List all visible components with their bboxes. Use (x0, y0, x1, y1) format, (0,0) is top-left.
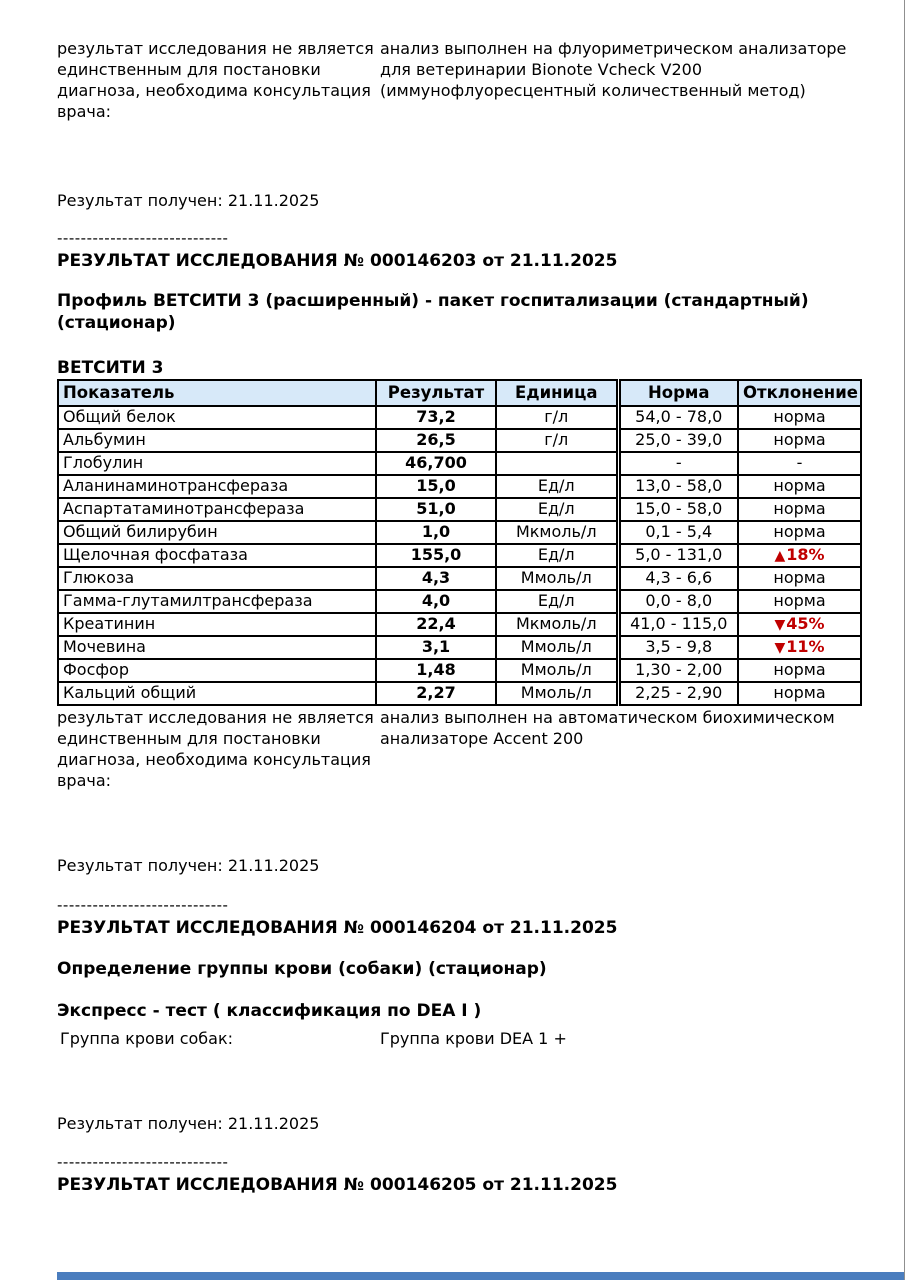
cell-result: 15,0 (376, 475, 496, 498)
cell-deviation: ▼11% (738, 636, 861, 659)
cell-deviation: норма (738, 659, 861, 682)
report-heading-146203: РЕЗУЛЬТАТ ИССЛЕДОВАНИЯ № 000146203 от 21.11.2025 (57, 251, 618, 271)
table-row (58, 544, 861, 567)
cell-norm: - (618, 452, 738, 475)
report-heading-146204: РЕЗУЛЬТАТ ИССЛЕДОВАНИЯ № 000146204 от 21.11.2025 (57, 918, 618, 938)
cell-indicator: Мочевина (58, 636, 376, 659)
profile-title: Профиль ВЕТСИТИ 3 (расширенный) - пакет госпитализации (стандартный) (стационар) (57, 291, 809, 333)
column-header: Единица (496, 380, 618, 406)
analyzer-note-biochem: анализ выполнен на автоматическом биохимическом анализаторе Accent 200 (380, 708, 835, 748)
table-row (58, 590, 861, 613)
cell-norm: 13,0 - 58,0 (618, 475, 738, 498)
table-row (58, 429, 861, 452)
analyzer-note-fluorimetric: анализ выполнен на флуориметрическом анализаторе для ветеринарии Bionote Vcheck V200 (иммунофлуоресцентный количественный метод) (380, 39, 847, 100)
report-heading-146205: РЕЗУЛЬТАТ ИССЛЕДОВАНИЯ № 000146205 от 21.11.2025 (57, 1175, 618, 1195)
table-row (58, 567, 861, 590)
cell-deviation: норма (738, 475, 861, 498)
cell-result: 26,5 (376, 429, 496, 452)
blood-group-study-title: Определение группы крови (собаки) (стационар) (57, 959, 547, 979)
cell-deviation: норма (738, 406, 861, 429)
cell-unit: Ед/л (496, 544, 618, 567)
cell-deviation: норма (738, 682, 861, 705)
cell-indicator: Аспартатаминотрансфераза (58, 498, 376, 521)
cell-indicator: Глюкоза (58, 567, 376, 590)
disclaimer-text: результат исследования не является единственным для постановки диагноза, необходима консультация врача: (57, 39, 374, 121)
cell-result: 46,700 (376, 452, 496, 475)
cell-deviation: норма (738, 429, 861, 452)
table-row (58, 475, 861, 498)
cell-unit: Мкмоль/л (496, 521, 618, 544)
cell-deviation: ▼45% (738, 613, 861, 636)
cell-indicator: Щелочная фосфатаза (58, 544, 376, 567)
cell-indicator: Общий белок (58, 406, 376, 429)
cell-norm: 5,0 - 131,0 (618, 544, 738, 567)
deviation-down-icon: ▼ (774, 640, 786, 657)
result-received-line: Результат получен: 21.11.2025 (57, 1114, 320, 1133)
cell-norm: 3,5 - 9,8 (618, 636, 738, 659)
cell-unit: Ед/л (496, 475, 618, 498)
result-received-line: Результат получен: 21.11.2025 (57, 191, 320, 210)
cell-result: 155,0 (376, 544, 496, 567)
cell-unit: Мкмоль/л (496, 613, 618, 636)
section-separator: ----------------------------- (57, 1153, 229, 1171)
cell-unit: Ммоль/л (496, 636, 618, 659)
cell-norm: 2,25 - 2,90 (618, 682, 738, 705)
cell-norm: 0,0 - 8,0 (618, 590, 738, 613)
cell-norm: 4,3 - 6,6 (618, 567, 738, 590)
cell-result: 4,0 (376, 590, 496, 613)
cell-unit: Ед/л (496, 498, 618, 521)
table-row (58, 659, 861, 682)
cell-norm: 15,0 - 58,0 (618, 498, 738, 521)
page-bottom-bar (57, 1272, 905, 1280)
cell-deviation: норма (738, 590, 861, 613)
cell-indicator: Глобулин (58, 452, 376, 475)
column-header: Результат (376, 380, 496, 406)
result-received-line: Результат получен: 21.11.2025 (57, 856, 320, 875)
express-test-title: Экспресс - тест ( классификация по DEA I ) (57, 1001, 482, 1021)
section-separator: ----------------------------- (57, 229, 229, 247)
cell-result: 1,0 (376, 521, 496, 544)
cell-result: 4,3 (376, 567, 496, 590)
deviation-down-icon: ▼ (774, 617, 786, 634)
cell-unit (496, 452, 618, 475)
table-row (58, 452, 861, 475)
cell-unit: Ммоль/л (496, 567, 618, 590)
cell-deviation: норма (738, 521, 861, 544)
cell-deviation: - (738, 452, 861, 475)
table-row (58, 498, 861, 521)
disclaimer-text: результат исследования не является единственным для постановки диагноза, необходима консультация врача: (57, 708, 374, 790)
section-separator: ----------------------------- (57, 896, 229, 914)
column-header: Показатель (58, 380, 376, 406)
cell-norm: 0,1 - 5,4 (618, 521, 738, 544)
results-table (57, 379, 862, 706)
cell-unit: Ед/л (496, 590, 618, 613)
cell-result: 22,4 (376, 613, 496, 636)
table-title: ВЕТСИТИ 3 (57, 358, 164, 378)
cell-result: 1,48 (376, 659, 496, 682)
cell-result: 3,1 (376, 636, 496, 659)
table-row (58, 406, 861, 429)
cell-indicator: Общий билирубин (58, 521, 376, 544)
table-row (58, 682, 861, 705)
table-row (58, 636, 861, 659)
cell-indicator: Гамма-глутамилтрансфераза (58, 590, 376, 613)
biochem-notes-block (57, 707, 867, 791)
table-row (58, 613, 861, 636)
cell-result: 51,0 (376, 498, 496, 521)
cell-unit: Ммоль/л (496, 659, 618, 682)
cell-norm: 41,0 - 115,0 (618, 613, 738, 636)
table-header-row (58, 380, 861, 406)
column-header: Норма (618, 380, 738, 406)
blood-group-label: Группа крови собак: (60, 1029, 234, 1048)
table-row (58, 521, 861, 544)
cell-norm: 54,0 - 78,0 (618, 406, 738, 429)
cell-indicator: Креатинин (58, 613, 376, 636)
cell-indicator: Альбумин (58, 429, 376, 452)
cell-result: 73,2 (376, 406, 496, 429)
top-notes-block (57, 38, 867, 122)
blood-group-value: Группа крови DEA 1 + (380, 1029, 567, 1048)
cell-deviation: ▲18% (738, 544, 861, 567)
cell-deviation: норма (738, 567, 861, 590)
cell-unit: г/л (496, 406, 618, 429)
cell-result: 2,27 (376, 682, 496, 705)
cell-indicator: Аланинаминотрансфераза (58, 475, 376, 498)
cell-norm: 25,0 - 39,0 (618, 429, 738, 452)
cell-deviation: норма (738, 498, 861, 521)
cell-indicator: Кальций общий (58, 682, 376, 705)
cell-indicator: Фосфор (58, 659, 376, 682)
column-header: Отклонение (738, 380, 861, 406)
cell-unit: г/л (496, 429, 618, 452)
cell-norm: 1,30 - 2,00 (618, 659, 738, 682)
blood-group-row (60, 1028, 867, 1049)
results-table-body (58, 406, 861, 705)
deviation-up-icon: ▲ (774, 548, 786, 565)
cell-unit: Ммоль/л (496, 682, 618, 705)
